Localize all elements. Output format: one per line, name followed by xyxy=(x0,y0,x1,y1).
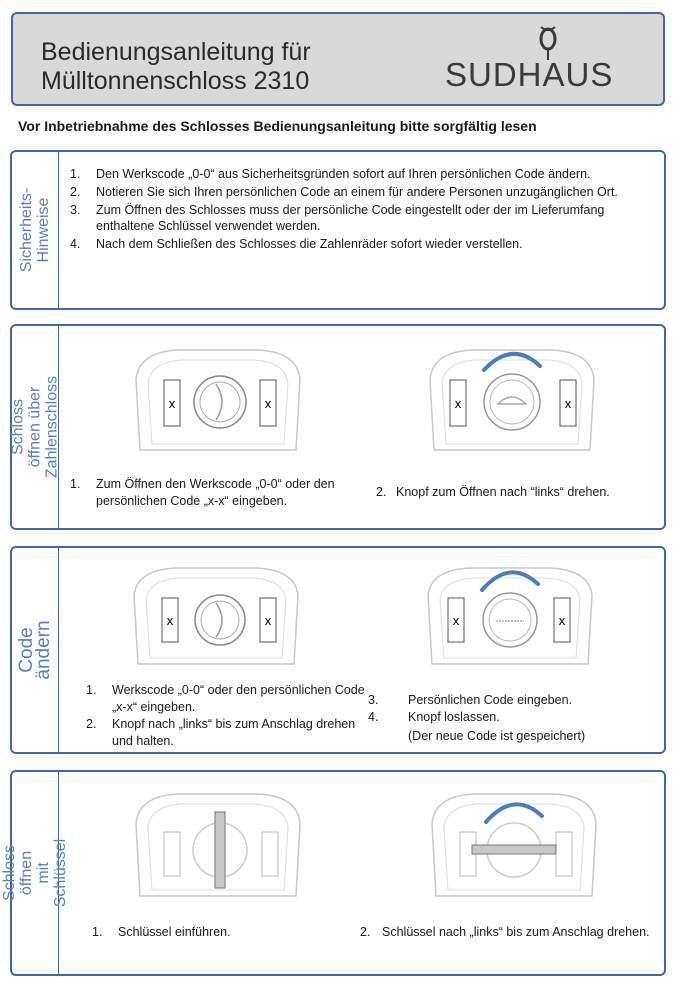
list-item: 3. Zum Öffnen des Schlosses muss der persönliche Code eingestellt oder der im Lieferumfang enthaltene Schlüssel verwendet werden. xyxy=(70,203,605,233)
step-caption: 1. Zum Öffnen den Werkscode „0-0“ oder den persönlichen Code „x-x“ eingeben. xyxy=(70,477,335,508)
section-label-change-code: Code ändern xyxy=(16,620,54,680)
svg-text:x: x xyxy=(452,613,460,628)
list-item: 4. Nach dem Schließen des Schlosses die Zahlenräder sofort wieder verstellen. xyxy=(70,237,523,251)
section-side xyxy=(9,326,61,528)
svg-text:x: x xyxy=(558,613,566,628)
safety-list xyxy=(70,166,648,254)
svg-text:x: x xyxy=(168,396,176,411)
section-side xyxy=(1,772,69,974)
step-caption: 2. Schlüssel nach „links“ bis zum Anschlag drehen. xyxy=(360,925,650,939)
svg-text:x: x xyxy=(264,613,272,628)
list-item: 1. Den Werkscode „0-0“ aus Sicherheitsgründen sofort auf Ihren persönlichen Code ändern. xyxy=(70,167,591,181)
combo-open-section xyxy=(10,324,666,530)
lock-illustration-key-inserted xyxy=(118,784,318,902)
intro-text: Vor Inbetriebnahme des Schlosses Bedienungsanleitung bitte sorgfältig lesen xyxy=(18,118,537,134)
lock-illustration-code-closed xyxy=(116,560,316,670)
step-caption: 2. Knopf zum Öffnen nach “links“ drehen. xyxy=(376,485,610,499)
section-label-safety: Sicherheits- Hinweise xyxy=(18,187,52,273)
lock-illustration-combo-closed xyxy=(118,340,318,460)
key-open-section xyxy=(1,770,666,976)
page-title: Bedienungsanleitung für Mülltonnenschloss 2310 xyxy=(41,38,311,95)
step-captions-right xyxy=(368,692,658,745)
svg-text:x: x xyxy=(166,613,174,628)
lock-illustration-code-turned xyxy=(410,560,610,670)
note-text: (Der neue Code ist gespeichert) xyxy=(408,729,586,743)
list-item: 2. Knopf nach „links“ bis zum Anschlag drehen und halten. xyxy=(86,717,356,748)
section-side xyxy=(12,152,59,308)
brand-logo: SUDHAUS xyxy=(445,56,614,93)
safety-section xyxy=(10,150,666,310)
list-item: 4. Knopf loslassen. xyxy=(368,710,500,724)
list-item: 3. Persönlichen Code eingeben. xyxy=(368,693,573,707)
step-captions-left xyxy=(86,682,376,750)
svg-text:x: x xyxy=(564,396,572,411)
step-caption: 1. Schlüssel einführen. xyxy=(92,925,231,939)
lock-illustration-combo-turned xyxy=(412,340,612,460)
header-box xyxy=(11,12,665,106)
section-label-key: Schloss öffnen mit Schlüssel xyxy=(1,838,69,908)
change-code-section xyxy=(10,546,666,754)
list-item: 1. Werkscode „0-0“ oder den persönlichen Code „x-x“ eingeben. xyxy=(86,683,365,714)
svg-text:x: x xyxy=(454,396,462,411)
lock-illustration-key-turned xyxy=(414,784,614,902)
list-item: 2. Notieren Sie sich Ihren persönlichen Code an einem für andere Personen unzugänglichen Ort. xyxy=(70,185,618,199)
section-label-combo: Schloss öffnen über Zahlenschloss xyxy=(9,375,61,479)
svg-text:x: x xyxy=(264,396,272,411)
section-side xyxy=(12,548,59,752)
